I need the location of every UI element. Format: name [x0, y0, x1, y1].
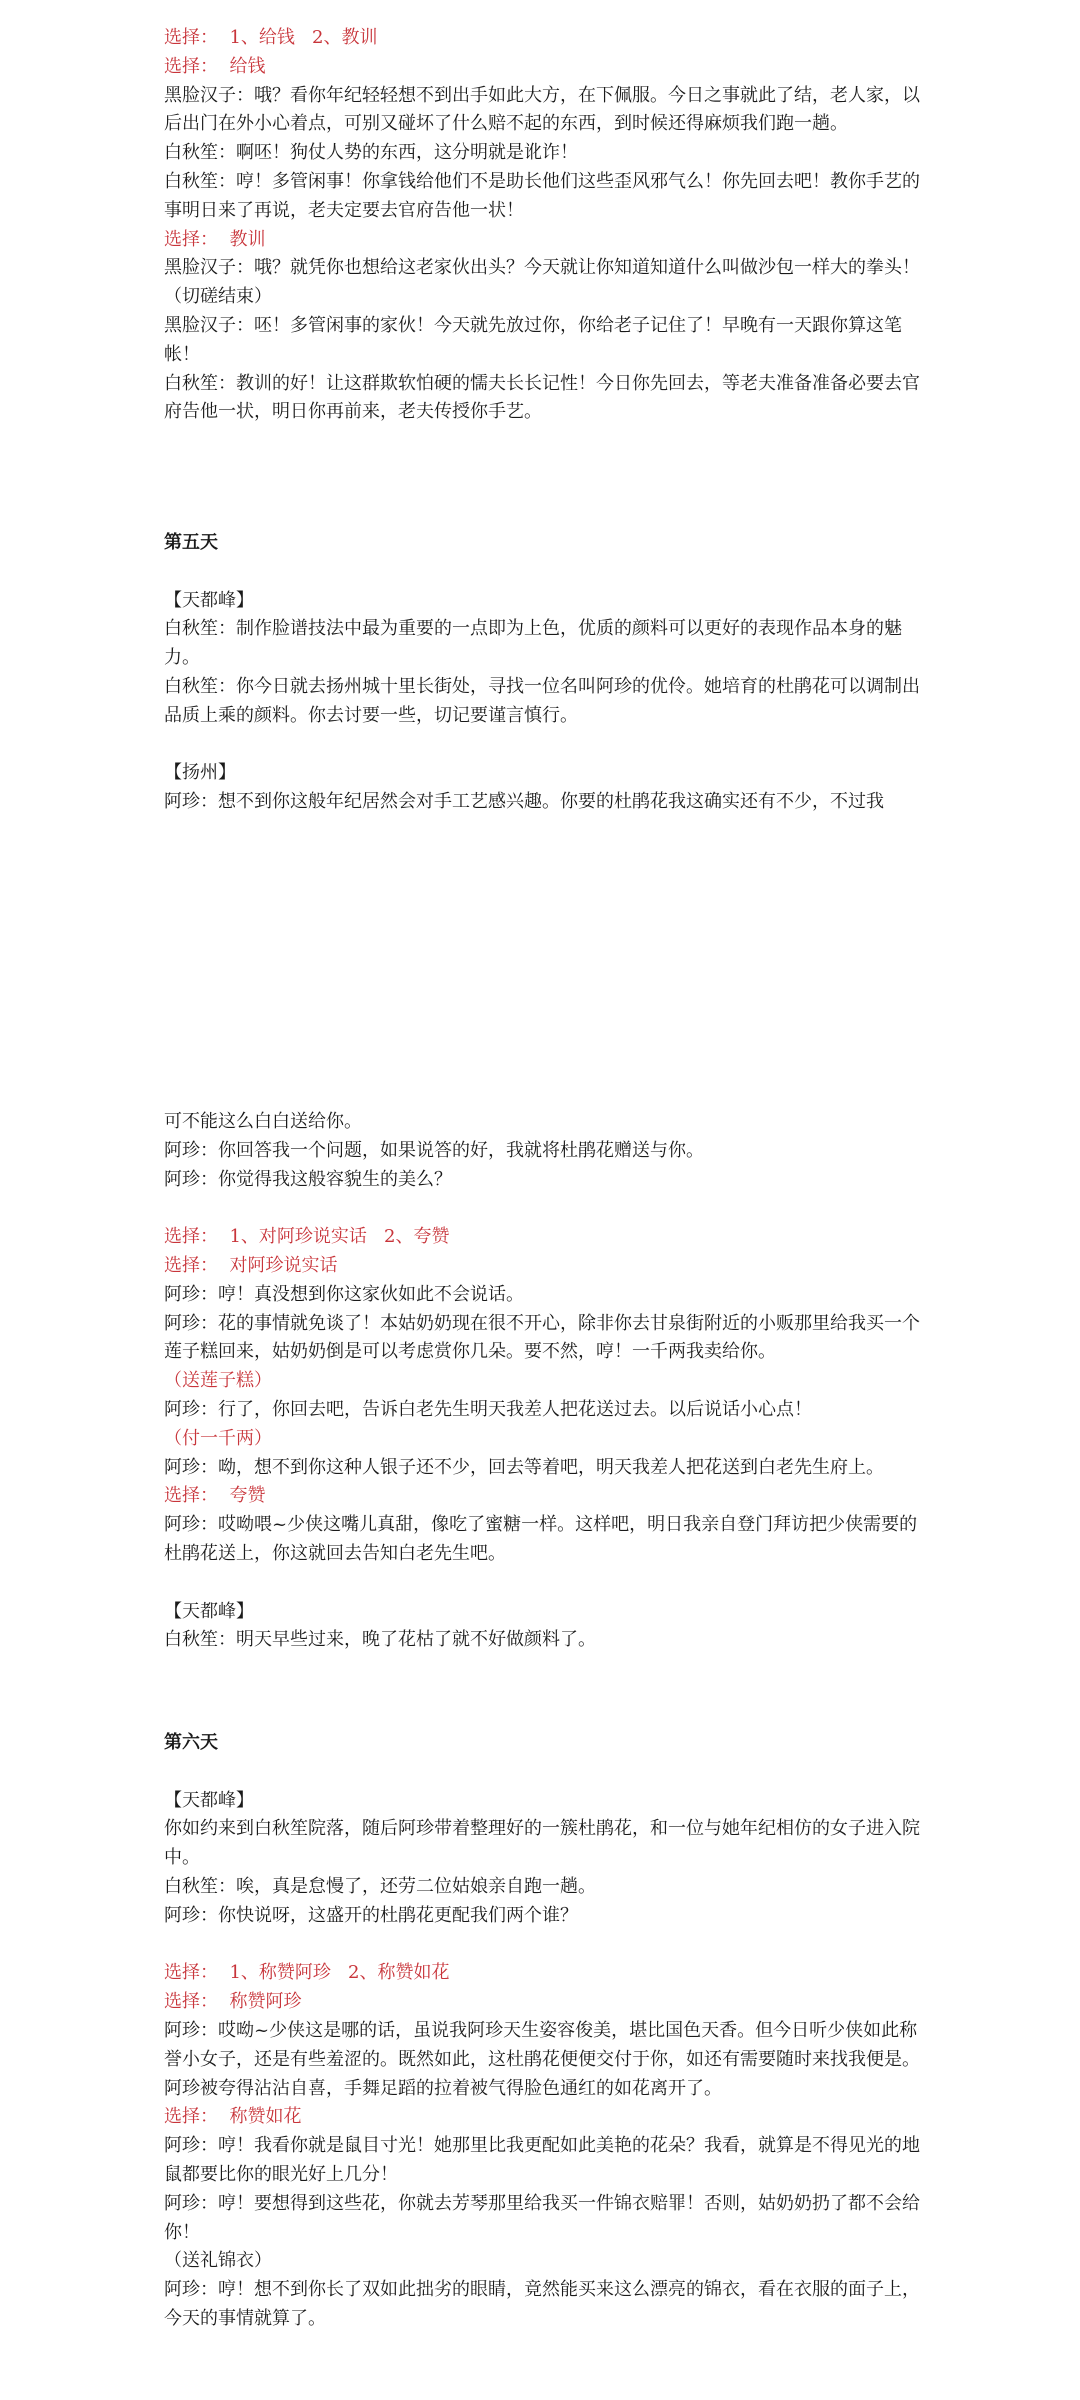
day-heading: 第五天 [164, 532, 218, 553]
dialogue-line: 阿珍：哼！我看你就是鼠目寸光！她那里比我更配如此美艳的花朵？我看，就算是不得见光的地鼠都要比你的眼光好上几分！ [164, 2135, 920, 2185]
blank-line [164, 1931, 922, 1960]
dialogue-block-day5-continued [164, 1108, 922, 1655]
dialogue-line: （送礼锦衣） [164, 2250, 272, 2272]
dialogue-line: 白秋笙：教训的好！让这群欺软怕硬的懦夫长长记性！今日你先回去，等老夫准备准备必要去官府告他一状，明日你再前来，老夫传授你手艺。 [164, 372, 920, 423]
dialogue-line: 阿珍：想不到你这般年纪居然会对手工艺感兴趣。你要的杜鹃花我这确实还有不少，不过我 [164, 791, 884, 813]
dialogue-block-day6 [164, 1729, 922, 2334]
dialogue-line: 可不能这么白白送给你。 [164, 1111, 362, 1132]
dialogue-block-day4-end [164, 24, 922, 427]
blank-line [164, 1569, 922, 1598]
dialogue-line: 阿珍：哼！真没想到你这家伙如此不会说话。 [164, 1283, 524, 1305]
day-heading: 第六天 [164, 1732, 218, 1753]
dialogue-line: 【扬州】 [164, 762, 236, 784]
choice-line: （付一千两） [164, 1427, 272, 1449]
dialogue-line: 黑脸汉子：哦？就凭你也想给这老家伙出头？今天就让你知道知道什么叫做沙包一样大的拳头！ [164, 257, 920, 279]
dialogue-line: 白秋笙：啊呸！狗仗人势的东西，这分明就是讹诈！ [164, 142, 578, 164]
dialogue-line: 阿珍：你快说呀，这盛开的杜鹃花更配我们两个谁？ [164, 1904, 578, 1926]
dialogue-line: 阿珍：哼！要想得到这些花，你就去芳琴那里给我买一件锦衣赔罪！否则，姑奶奶扔了都不会给你！ [164, 2192, 920, 2243]
dialogue-line: 白秋笙：哼！多管闲事！你拿钱给他们不是助长他们这些歪风邪气么！你先回去吧！教你手艺的事明日来了再说，老夫定要去官府告他一状！ [164, 170, 920, 221]
dialogue-line: 阿珍：呦，想不到你这种人银子还不少，回去等着吧，明天我差人把花送到白老先生府上。 [164, 1456, 884, 1478]
choice-line: 选择： 给钱 [164, 55, 266, 77]
dialogue-line: 白秋笙：明天早些过来，晚了花枯了就不好做颜料了。 [164, 1629, 596, 1651]
dialogue-line: 【天都峰】 [164, 1789, 254, 1811]
blank-line [164, 1194, 922, 1223]
dialogue-line: 【天都峰】 [164, 1600, 254, 1622]
dialogue-line: 阿珍：哎呦~少侠这是哪的话，虽说我阿珍天生姿容俊美，堪比国色天香。但今日听少侠如此称誉小女子，还是有些羞涩的。既然如此，这杜鹃花便便交付于你，如还有需要随时来找我便是。 [164, 2019, 920, 2070]
choice-line: 选择： 称赞如花 [164, 2106, 302, 2128]
choice-line: （送莲子糕） [164, 1370, 272, 1392]
dialogue-line: 阿珍：哎呦喂~少侠这嘴儿真甜，像吃了蜜糖一样。这样吧，明日我亲自登门拜访把少侠需要的杜鹃花送上，你这就回去告知白老先生吧。 [164, 1514, 918, 1564]
dialogue-line: 黑脸汉子：哦？看你年纪轻轻想不到出手如此大方，在下佩服。今日之事就此了结，老人家，以后出门在外小心着点，可别又碰坏了什么赔不起的东西，到时候还得麻烦我们跑一趟。 [164, 84, 920, 135]
dialogue-line: 阿珍：行了，你回去吧，告诉白老先生明天我差人把花送过去。以后说话小心点！ [164, 1398, 812, 1420]
choice-line: 选择： 称赞阿珍 [164, 1991, 302, 2013]
blank-line [164, 558, 922, 587]
dialogue-line: 白秋笙：你今日就去扬州城十里长街处，寻找一位名叫阿珍的优伶。她培育的杜鹃花可以调制出品质上乘的颜料。你去讨要一些，切记要谨言慎行。 [164, 675, 920, 726]
dialogue-line: （切磋结束） [164, 286, 272, 308]
dialogue-line: 阿珍：花的事情就免谈了！本姑奶奶现在很不开心，除非你去甘泉街附近的小贩那里给我买一个莲子糕回来，姑奶奶倒是可以考虑赏你几朵。要不然，哼！一千两我卖给你。 [164, 1312, 920, 1363]
dialogue-line: 【天都峰】 [164, 589, 254, 611]
dialogue-line: 黑脸汉子：呸！多管闲事的家伙！今天就先放过你，你给老子记住了！早晚有一天跟你算这笔帐！ [164, 314, 902, 365]
dialogue-line: 阿珍：你觉得我这般容貌生的美么？ [164, 1168, 452, 1190]
blank-line [164, 1758, 922, 1787]
choice-line: 选择： 教训 [164, 228, 266, 250]
dialogue-line: 阿珍被夸得沾沾自喜，手舞足蹈的拉着被气得脸色通红的如花离开了。 [164, 2077, 722, 2099]
choice-line: 选择： 1、称赞阿珍 2、称赞如花 [164, 1962, 450, 1984]
choice-line: 选择： 1、给钱 2、教训 [164, 27, 378, 48]
choice-line: 选择： 1、对阿珍说实话 2、夸赞 [164, 1226, 450, 1248]
dialogue-line: 阿珍：哼！想不到你长了双如此拙劣的眼睛，竟然能买来这么漂亮的锦衣，看在衣服的面子上，今天的事情就算了。 [164, 2279, 920, 2329]
dialogue-line: 白秋笙：制作脸谱技法中最为重要的一点即为上色，优质的颜料可以更好的表现作品本身的魅力。 [164, 618, 902, 669]
dialogue-line: 白秋笙：唉，真是怠慢了，还劳二位姑娘亲自跑一趟。 [164, 1875, 596, 1897]
choice-line: 选择： 对阿珍说实话 [164, 1254, 338, 1276]
blank-line [164, 731, 922, 760]
choice-line: 选择： 夸赞 [164, 1485, 266, 1507]
dialogue-line: 你如约来到白秋笙院落，随后阿珍带着整理好的一簇杜鹃花，和一位与她年纪相仿的女子进入院中。 [164, 1818, 920, 1869]
dialogue-line: 阿珍：你回答我一个问题，如果说答的好，我就将杜鹃花赠送与你。 [164, 1139, 704, 1161]
dialogue-block-day5 [164, 529, 922, 817]
